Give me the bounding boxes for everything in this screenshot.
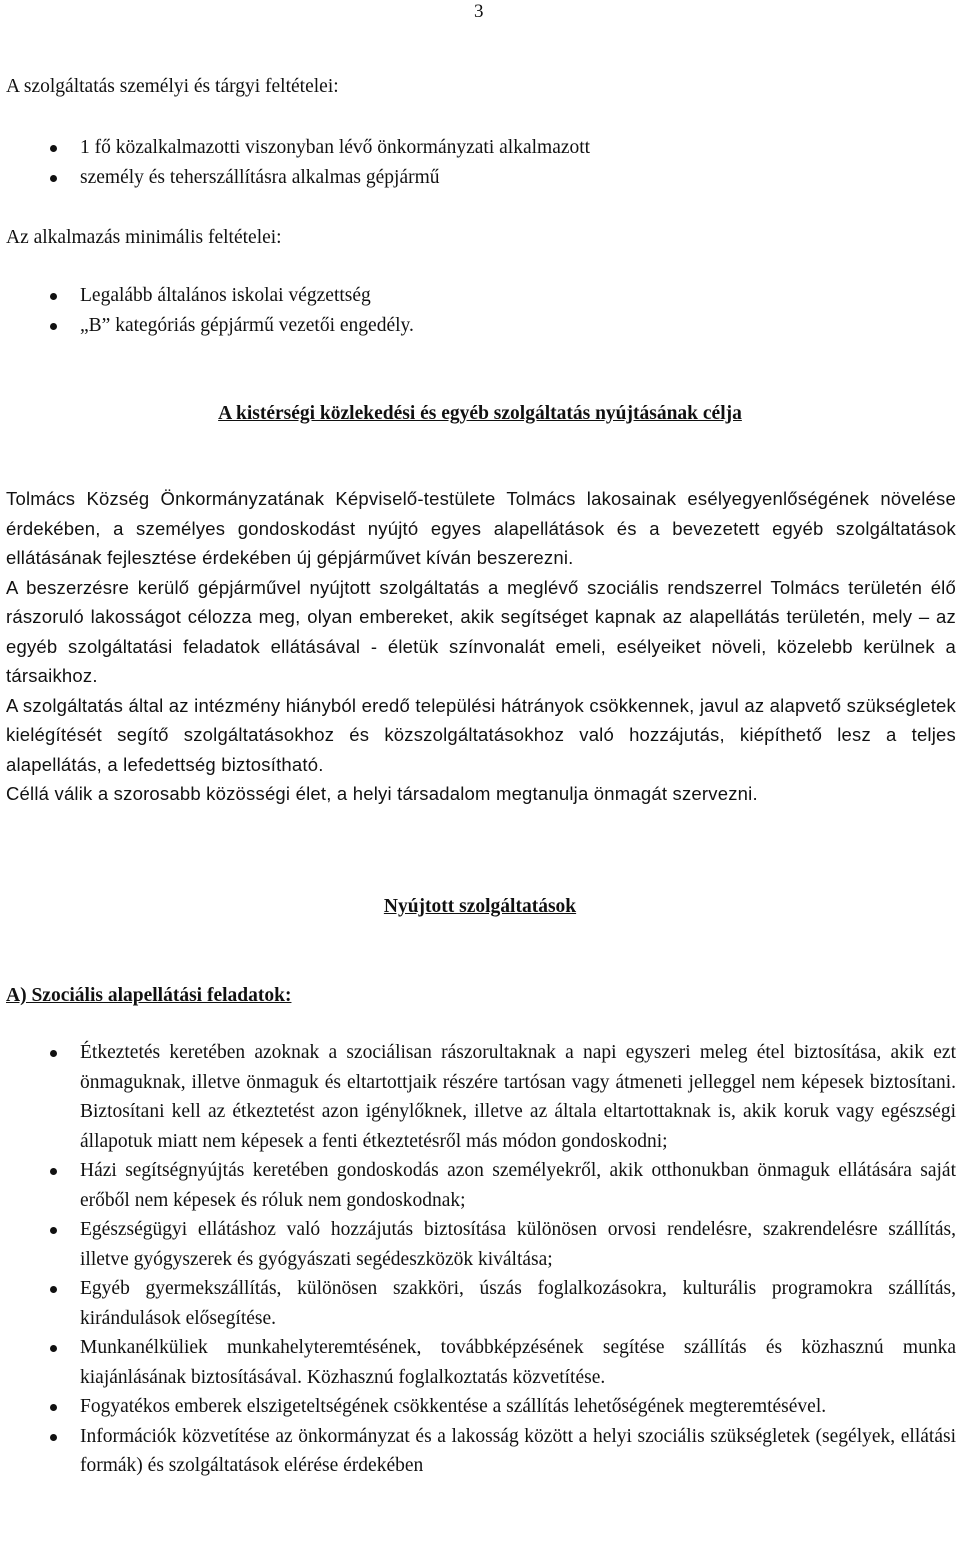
purpose-paragraph-4: Céllá válik a szorosabb közösségi élet, a helyi társadalom megtanulja önmagát szervezni. bbox=[6, 783, 758, 804]
employment-conditions-list bbox=[6, 281, 956, 340]
list-item: Egészségügyi ellátáshoz való hozzájutás biztosítása különösen orvosi rendelésre, szakrendelésre szállítás, illetve gyógyszerek és gyógyászati segédeszközök kiváltása; bbox=[6, 1215, 956, 1274]
page-number: 3 bbox=[474, 1, 484, 22]
purpose-paragraph-3: A szolgáltatás által az intézmény hiányból eredő települési hátrányok csökkennek, javul az alapvető szükségletek kielégítését segítő szolgáltatásokhoz és közszolgáltatásokhoz való hozzájutás, kiépíthető lesz a teljes alapellátás, a lefedettség biztosítható. bbox=[6, 694, 956, 775]
list-item: „B” kategóriás gépjármű vezetői engedély. bbox=[6, 311, 956, 341]
purpose-title: A kistérségi közlekedési és egyéb szolgáltatás nyújtásának célja bbox=[218, 403, 742, 424]
section-a-heading: A) Szociális alapellátási feladatok: bbox=[6, 985, 292, 1006]
purpose-paragraph-2: A beszerzésre kerülő gépjárművel nyújtott szolgáltatás a meglévő szociális rendszerrel Tolmács területén élő rászoruló lakosságot célozza meg, olyan embereket, akik segítséget kapnak az alapellátás területén, mely – az egyéb szolgáltatási feladatok ellátásával - életük színvonalát emeli, esélyeiket növeli, közelebb kerülnek a társaikhoz. bbox=[6, 576, 956, 686]
list-item: Étkeztetés keretében azoknak a szociálisan rászorultaknak a napi egyszeri meleg étel biztosítása, akik ezt önmaguknak, illetve önmaguk és eltartottjaik részére tartósan vagy átmeneti jelleggel nem képesek biztosítani. Biztosítani kell az étkeztetést azon igénylőknek, illetve az általa eltartottaknak is, akik koruk vagy egészségi állapotuk miatt nem képesek a fenti étkeztetésről más módon gondoskodni; bbox=[6, 1038, 956, 1156]
list-item: Információk közvetítése az önkormányzat és a lakosság között a helyi szociális szükségletek (segélyek, ellátási formák) és szolgáltatások elérése érdekében bbox=[6, 1422, 956, 1481]
list-item: Legalább általános iskolai végzettség bbox=[6, 281, 956, 311]
employment-conditions-heading: Az alkalmazás minimális feltételei: bbox=[6, 227, 282, 248]
list-item: Egyéb gyermekszállítás, különösen szakköri, úszás foglalkozásokra, kulturális programokra szállítás, kirándulások elősegítése. bbox=[6, 1274, 956, 1333]
services-title: Nyújtott szolgáltatások bbox=[383, 896, 577, 917]
list-item: Munkanélküliek munkahelyteremtésének, továbbképzésének segítése szállítás és közhasznú munka kiajánlásának biztosításával. Közhasznú foglalkoztatás közvetítése. bbox=[6, 1333, 956, 1392]
services-list bbox=[6, 1038, 956, 1481]
personal-conditions-heading: A szolgáltatás személyi és tárgyi feltételei: bbox=[6, 76, 339, 97]
purpose-body bbox=[6, 484, 956, 809]
personal-conditions-list bbox=[6, 133, 956, 192]
list-item: személy és teherszállításra alkalmas gépjármű bbox=[6, 163, 956, 193]
list-item: Fogyatékos emberek elszigeteltségének csökkentése a szállítás lehetőségének megteremtésével. bbox=[6, 1392, 956, 1422]
purpose-paragraph-1: Tolmács Község Önkormányzatának Képviselő-testülete Tolmács lakosainak esélyegyenlőségének növelése érdekében, a személyes gondoskodást nyújtó egyes alapellátások és a bevezetett egyéb szolgáltatások ellátásának fejlesztése érdekében új gépjárművet kíván beszerezni. bbox=[6, 488, 956, 568]
list-item: 1 fő közalkalmazotti viszonyban lévő önkormányzati alkalmazott bbox=[6, 133, 956, 163]
list-item: Házi segítségnyújtás keretében gondoskodás azon személyekről, akik otthonukban önmaguk ellátására saját erőből nem képesek és róluk nem gondoskodnak; bbox=[6, 1156, 956, 1215]
